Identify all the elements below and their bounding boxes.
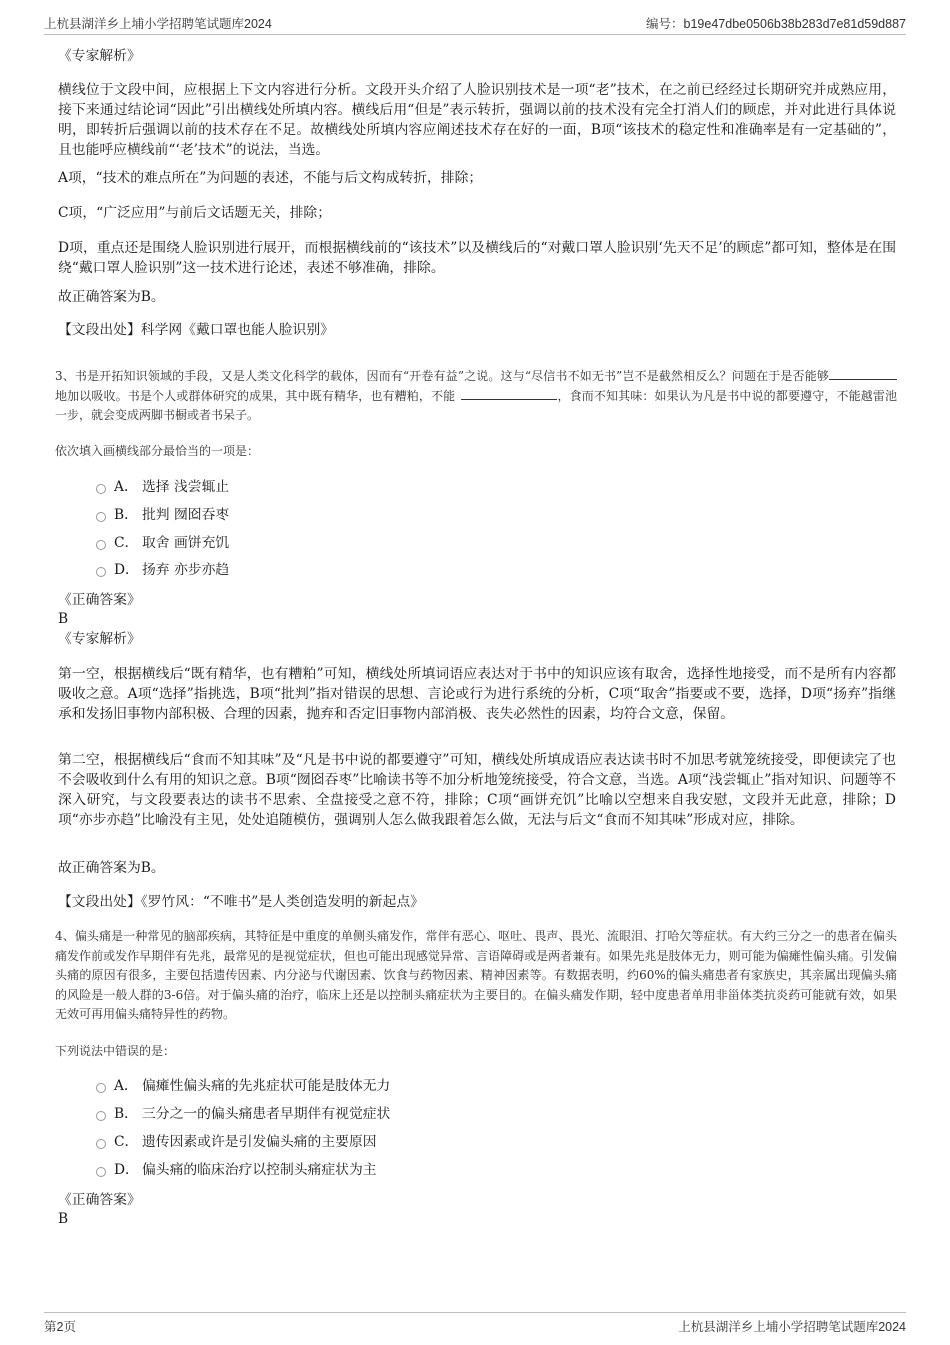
q2-analysis-label: 《专家解析》 [58, 48, 141, 64]
q3-stem-part1: 3、书是开拓知识领域的手段，又是人类文化科学的载体，因而有“开卷有益”之说。这与“尽信书不如无书”岂不是截然相反么？问题在于是否能够 [55, 369, 829, 383]
q2-analysis-option-c: C项，“广泛应用”与前后文话题无关，排除； [58, 205, 332, 221]
option-letter: A． [114, 1078, 138, 1094]
option-text: 偏瘫性偏头痛的先兆症状可能是肢体无力 [142, 1078, 391, 1094]
option-letter: B． [114, 1106, 138, 1122]
q2-analysis-option-a: A项，“技术的难点所在”为问题的表述，不能与后文构成转折，排除； [58, 170, 483, 186]
q3-blank-1 [829, 367, 897, 380]
footer-page-number: 第2页 [44, 1320, 76, 1334]
option-letter: C． [114, 535, 139, 551]
radio-icon[interactable] [96, 1083, 106, 1093]
option-text: 偏头痛的临床治疗以控制头痛症状为主 [142, 1162, 377, 1178]
q3-option-a[interactable] [96, 477, 229, 497]
q2-conclusion: 故正确答案为B。 [58, 289, 165, 305]
q4-option-c[interactable] [96, 1132, 377, 1152]
q3-prompt: 依次填入画横线部分最恰当的一项是： [55, 444, 260, 458]
q4-option-b[interactable] [96, 1104, 390, 1124]
q3-analysis-paragraph-2: 第二空，根据横线后“食而不知其味”及“凡是书中说的都要遵守”可知，横线处所填成语应表达读书时不加思考就笼统接受，即便读完了也不会吸收到什么有用的知识之意。B项“囫囵吞枣”比喻读书等不加分析地笼统接受，符合文意，当选。A项“浅尝辄止”指对知识、问题等不深入研究，与文段要表达的读书不思索、全盘接受之意不符，排除；C项“画饼充饥”比喻以空想来自我安慰，文段并无此意，排除；D项“亦步亦趋”比喻没有主见，处处追随模仿，强调别人怎么做我跟着怎么做，无法与后文“食而不知其味”形成对应，排除。 [58, 752, 896, 828]
option-letter: A． [114, 479, 138, 495]
option-letter: D． [114, 562, 139, 578]
q3-analysis-label: 《专家解析》 [58, 631, 141, 647]
page-footer [44, 1312, 906, 1343]
option-letter: B． [114, 507, 138, 523]
q3-source: 【文段出处】《罗竹风：“不唯书”是人类创造发明的新起点》 [58, 894, 424, 910]
radio-icon[interactable] [96, 567, 106, 577]
q3-answer: B [58, 611, 69, 627]
q3-stem-part2: 地加以吸收。书是个人或群体研究的成果，其中既有精华，也有糟粕，不能 [55, 388, 456, 403]
q3-answer-label: 《正确答案》 [58, 592, 141, 608]
option-text: 扬弃 亦步亦趋 [142, 562, 230, 578]
q4-stem: 4、偏头痛是一种常见的脑部疾病，其特征是中重度的单侧头痛发作，常伴有恶心、呕吐、畏声、畏光、流眼泪、打哈欠等症状。有大约三分之一的患者在偏头痛发作前或发作早期伴有先兆，最常见的是视觉症状，但也可能出现感觉异常、言语障碍或是两者兼有。如果先兆是肢体无力，则可能为偏瘫性偏头痛。引发偏头痛的原因有很多，主要包括遗传因素、内分泌与代谢因素、饮食与药物因素、精神因素等。有数据表明，约60%的偏头痛患者有家族史，其亲属出现偏头痛的风险是一般人群的3-6倍。对于偏头痛的治疗，临床上还是以控制头痛症状为主要目的。在偏头痛发作期，轻中度患者单用非甾体类抗炎药可能就有效，如果无效可再用偏头痛特异性的药物。 [55, 929, 897, 1021]
q4-answer-label: 《正确答案》 [58, 1192, 141, 1208]
q4-prompt: 下列说法中错误的是： [55, 1044, 176, 1058]
q3-stem [55, 367, 897, 426]
q3-option-b[interactable] [96, 505, 229, 525]
option-text: 批判 囫囵吞枣 [142, 507, 230, 523]
option-text: 取舍 画饼充饥 [142, 535, 230, 551]
q3-option-c[interactable] [96, 533, 229, 553]
option-letter: C． [114, 1134, 139, 1150]
option-text: 三分之一的偏头痛患者早期伴有视觉症状 [142, 1106, 391, 1122]
option-letter: D． [114, 1162, 139, 1178]
q2-analysis-option-d: D项，重点还是围绕人脸识别进行展开，而根据横线前的“该技术”以及横线后的“对戴口罩人脸识别‘先天不足’的顾虑”都可知，整体是在围绕“戴口罩人脸识别”这一技术进行论述，表述不够准确，排除。 [58, 240, 896, 276]
q2-analysis-paragraph: 横线位于文段中间，应根据上下文内容进行分析。文段开头介绍了人脸识别技术是一项“老”技术，在之前已经经过长期研究并成熟应用，接下来通过结论词“因此”引出横线处所填内容。横线后用“但是”表示转折，强调以前的技术没有完全打消人们的顾虑，并对此进行具体说明，即转折后强调以前的技术存在不足。故横线处所填内容应阐述技术存在好的一面，B项“该技术的稳定性和准确率是有一定基础的”，且也能呼应横线前“‘老’技术”的说法，当选。 [58, 82, 896, 158]
option-text: 遗传因素或许是引发偏头痛的主要原因 [142, 1134, 377, 1150]
q3-conclusion: 故正确答案为B。 [58, 860, 165, 876]
radio-icon[interactable] [96, 484, 106, 494]
radio-icon[interactable] [96, 1111, 106, 1121]
radio-icon[interactable] [96, 540, 106, 550]
header-doc-code: 编号：b19e47dbe0506b38b283d7e81d59d887 [646, 17, 906, 31]
q3-analysis-paragraph-1: 第一空，根据横线后“既有精华，也有糟粕”可知，横线处所填词语应表达对于书中的知识应该有取舍，选择性地接受，而不是所有内容都吸收之意。A项“选择”指挑选，B项“批判”指对错误的思想、言论或行为进行系统的分析，C项“取舍”指要或不要，选择，D项“扬弃”指继承和发扬旧事物内部积极、合理的因素，抛弃和否定旧事物内部消极、丧失必然性的因素，均符合文意，保留。 [58, 666, 896, 722]
q3-blank-2 [461, 387, 557, 400]
q4-answer: B [58, 1211, 69, 1227]
q4-option-d[interactable] [96, 1160, 377, 1180]
page-header [44, 0, 906, 35]
q4-option-a[interactable] [96, 1076, 390, 1096]
radio-icon[interactable] [96, 1167, 106, 1177]
footer-title: 上杭县湖洋乡上埔小学招聘笔试题库2024 [678, 1320, 906, 1334]
q3-option-d[interactable] [96, 560, 229, 580]
radio-icon[interactable] [96, 1139, 106, 1149]
q2-source: 【文段出处】科学网《戴口罩也能人脸识别》 [58, 322, 334, 338]
radio-icon[interactable] [96, 512, 106, 522]
header-title: 上杭县湖洋乡上埔小学招聘笔试题库2024 [44, 17, 272, 31]
q3-stem-part3: ，食而不知其味：如果认为凡是书中说的都要遵守，不能越雷池一步，就会变成两脚书橱或者书呆子。 [55, 388, 897, 422]
option-text: 选择 浅尝辄止 [142, 479, 230, 495]
